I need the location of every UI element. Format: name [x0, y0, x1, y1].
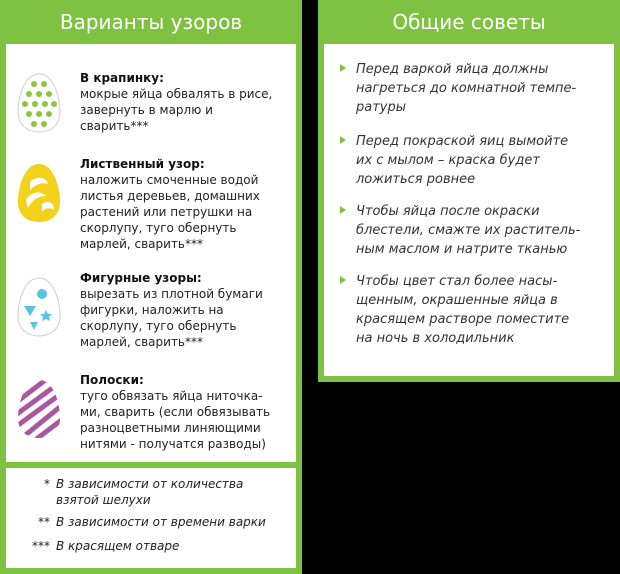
tip-line: ратуры	[356, 100, 407, 115]
pattern-item-dots	[6, 66, 296, 146]
bullet-arrow-icon	[340, 276, 346, 284]
tip-line: Чтобы яйца после окраски	[356, 204, 540, 219]
bullet-arrow-icon	[340, 136, 346, 144]
footnotes	[6, 468, 296, 568]
tips-title: Общие советы	[392, 10, 546, 34]
pattern-title: Полоски:	[80, 373, 144, 387]
footnote-mark: *	[44, 477, 50, 491]
pattern-description-line: наложить смоченные водой	[80, 173, 259, 187]
pattern-description-line: скорлупу, туго обернуть	[80, 319, 237, 333]
pattern-description-line: фигурки, наложить на	[80, 303, 224, 317]
pattern-description-line: мокрые яйца обвалять в рисе,	[80, 87, 273, 101]
pattern-description-line: ми, сварить (если обвязывать	[80, 405, 271, 419]
pattern-description-line: растений или петрушки на	[80, 205, 253, 219]
footnote-text: взятой шелухи	[56, 493, 151, 507]
tip-item	[340, 132, 608, 190]
egg-dots-icon	[16, 72, 62, 134]
pattern-description-line: марлей, сварить***	[80, 335, 204, 349]
patterns-list	[6, 44, 296, 462]
pattern-title: Фигурные узоры:	[80, 271, 202, 285]
tip-line: их с мылом – краска будет	[356, 153, 540, 168]
tip-line: ным маслом и натрите тканью	[356, 242, 568, 257]
tips-list	[324, 44, 614, 376]
bullet-arrow-icon	[340, 64, 346, 72]
egg-leaves-icon	[16, 162, 62, 224]
tip-line: нагреться до комнатной темпе-	[356, 81, 577, 96]
tip-line: красящем растворе поместите	[356, 312, 570, 327]
pattern-item-leaves	[6, 152, 296, 252]
patterns-title: Варианты узоров	[59, 10, 243, 34]
pattern-item-shapes	[6, 270, 296, 358]
pattern-title: В крапинку:	[80, 71, 164, 85]
tip-line: щенным, окрашенные яйца в	[356, 293, 558, 308]
tip-line: ложиться ровнее	[356, 172, 476, 187]
tip-line: Перед покраской яиц вымойте	[356, 134, 569, 149]
pattern-description-line: марлей, сварить***	[80, 237, 204, 251]
footnote-text: В красящем отваре	[56, 539, 180, 553]
pattern-description-line: вырезать из плотной бумаги	[80, 287, 263, 301]
pattern-title: Лиственный узор:	[80, 157, 205, 171]
pattern-description-line: сварить***	[80, 119, 149, 133]
pattern-description-line: разноцветными линяющими	[80, 421, 261, 435]
egg-stripes-icon	[16, 378, 62, 440]
tip-line: Чтобы цвет стал более насы-	[356, 274, 558, 289]
pattern-description-line: нитями - получатся разводы)	[80, 437, 266, 451]
tip-item	[340, 60, 608, 118]
egg-shapes-icon	[16, 276, 62, 338]
footnote-text: В зависимости от количества	[56, 477, 244, 491]
footnote-mark: **	[38, 515, 50, 529]
tip-line: блестели, смажте их раститель-	[356, 223, 581, 238]
bullet-arrow-icon	[340, 206, 346, 214]
pattern-description-line: завернуть в марлю и	[80, 103, 213, 117]
footnote-3	[16, 538, 286, 556]
pattern-description-line: туго обвязать яйца ниточка-	[80, 389, 263, 403]
pattern-description-line: скорлупу, туго обернуть	[80, 221, 237, 235]
footnote-text: В зависимости от времени варки	[56, 515, 266, 529]
tip-item	[340, 202, 608, 260]
tip-item	[340, 272, 608, 350]
tip-line: Перед варкой яйца должны	[356, 62, 549, 77]
pattern-description-line: листья деревьев, домашних	[80, 189, 260, 203]
patterns-panel	[0, 0, 302, 574]
footnote-1	[16, 476, 286, 510]
footnote-2	[16, 514, 286, 532]
footnote-mark: ***	[32, 539, 50, 553]
tips-panel	[318, 0, 620, 382]
pattern-item-stripes	[6, 372, 296, 458]
tip-line: на ночь в холодильник	[356, 331, 515, 346]
